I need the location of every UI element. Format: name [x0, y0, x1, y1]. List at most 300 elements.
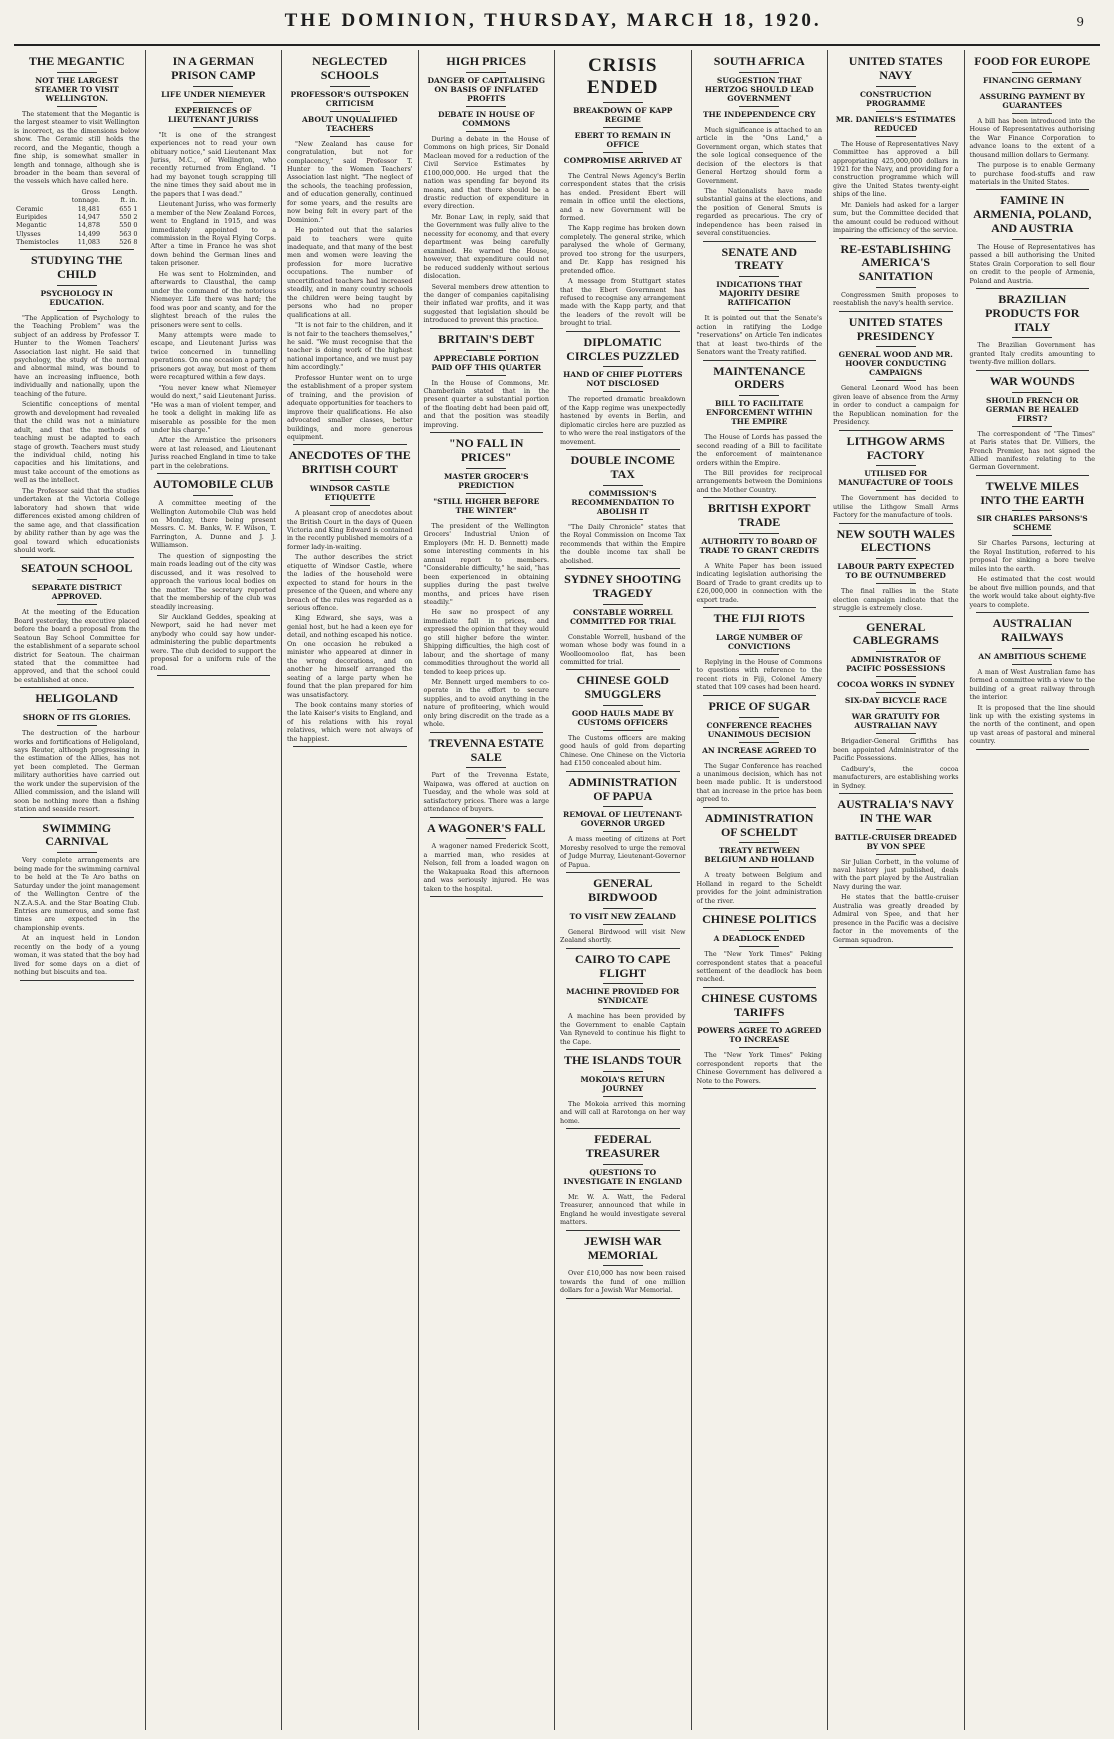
paragraph: Part of the Trevenna Estate, Waipawa, was offered at auction on Tuesday, and the whole was sold at satisfactory prices. There was a large attendance of buyers. — [423, 771, 549, 814]
article-rule — [430, 432, 544, 433]
divider — [330, 111, 370, 112]
article-subheading: HAND OF CHIEF PLOTTERS NOT DISCLOSED — [563, 370, 683, 389]
article-rule — [566, 568, 680, 569]
article-subheading: MASTER GROCER'S PREDICTION — [444, 471, 529, 490]
article-headline: BRITISH EXPORT TRADE — [707, 501, 811, 530]
article — [14, 822, 140, 981]
article — [560, 573, 686, 670]
divider — [876, 676, 916, 677]
article-rule — [703, 908, 817, 909]
column-6 — [692, 50, 829, 1730]
column-3 — [282, 50, 419, 1730]
article — [833, 798, 959, 948]
paragraph: The final rallies in the State election campaign indicate that the struggle is extremely close. — [833, 587, 959, 613]
article-subheading: DANGER OF CAPITALISING ON BASIS OF INFLATED PROFITS — [427, 75, 545, 103]
article-subheading: LARGE NUMBER OF CONVICTIONS — [715, 632, 803, 651]
article — [970, 293, 1096, 371]
paragraph: The president of the Wellington Grocers' Industrial Union of Employers (Mr. H. D. Bennett) made some interesting comments in his annual report to members. "Considerable difficulty," he said, "has been experienced in obtaining supplies during the past twelve months, and prices have risen steadily." — [423, 521, 549, 606]
divider — [876, 854, 916, 855]
table-header-row — [14, 188, 140, 205]
article-headline: SWIMMING CARNIVAL — [42, 820, 112, 849]
article-rule — [703, 695, 817, 696]
article-subheading: MR. DANIELS'S ESTIMATES REDUCED — [835, 114, 956, 133]
divider — [1012, 392, 1052, 393]
article-subheading: THE INDEPENDENCE CRY — [703, 109, 816, 119]
article — [560, 877, 686, 949]
paragraph: Sir Julian Corbett, in the volume of naval history just published, deals with the part played by the Australian Navy during the war. — [833, 857, 959, 891]
article — [970, 375, 1096, 476]
article-rule — [293, 444, 407, 445]
divider — [466, 838, 506, 839]
divider — [57, 709, 97, 710]
divider — [603, 1164, 643, 1165]
article-body — [560, 633, 686, 667]
article-body — [14, 729, 140, 814]
paragraph: The House of Lords has passed the second reading of a Bill to facilitate the enforcement of maintenance orders within the Empire. — [696, 433, 822, 467]
article-subheading: WAR GRATUITY FOR AUSTRALIAN NAVY — [851, 712, 940, 731]
divider — [739, 654, 779, 655]
paragraph: The Professor said that the studies undertaken at the Victoria College laboratory had shown that wide differences existed among children of the same age, and that classification by ability rather than by age was the goal toward which educationists should work. — [14, 486, 140, 554]
divider — [603, 831, 643, 832]
article-body — [833, 291, 959, 308]
article — [14, 254, 140, 558]
article-body — [151, 131, 277, 471]
article-body — [560, 172, 686, 328]
article-headline: NEW SOUTH WALES ELECTIONS — [836, 526, 955, 555]
column-8 — [965, 50, 1101, 1730]
article-rule — [703, 1088, 817, 1089]
article-rule — [566, 872, 680, 873]
divider — [603, 1071, 643, 1072]
article-subheading: CONSTRUCTION PROGRAMME — [859, 89, 932, 108]
article — [833, 435, 959, 524]
paragraph: General Birdwood will visit New Zealand shortly. — [560, 927, 686, 945]
article-subheading: PROFESSOR'S OUTSPOKEN CRITICISM — [290, 89, 410, 108]
table-cell: Ceramic — [16, 204, 44, 213]
paragraph: Mr. Daniels had asked for a larger sum, but the Committee decided that the amount could be reduced without impairing the efficiency of the service. — [833, 200, 959, 235]
article — [697, 913, 823, 988]
divider — [603, 152, 643, 153]
paragraph: He was sent to Holzminden, and afterwards to Clausthal, the camp under the command of the notorious Niemeyer. Life there was hard; the food was poor and scanty, and for the slightest breach of the rules the prisoners were sent to cells. — [150, 269, 276, 329]
article-headline: TWELVE MILES INTO THE EARTH — [980, 478, 1085, 507]
article-headline: SEATOUN SCHOOL — [21, 561, 133, 576]
article-subheading: DEBATE IN HOUSE OF COMMONS — [437, 109, 535, 128]
article-headline: FOOD FOR EUROPE — [974, 54, 1091, 68]
article-subheading: NOT THE LARGEST STEAMER TO VISIT WELLINGTON. — [34, 75, 119, 103]
article-headline: ADMINISTRATION OF SCHELDT — [705, 810, 814, 839]
article-rule — [703, 607, 817, 608]
table-cell: 14,499 — [77, 229, 101, 238]
paragraph: A machine has been provided by the Government to enable Captain Van Ryneveld to continue his flight to the Cape. — [560, 1012, 686, 1046]
paragraph: Professor Hunter went on to urge the establishment of a proper system of training, and the provision of adequate opportunities for teachers to improve their qualifications. He also advocated smaller classes, better buildings, and more generous equipment. — [287, 373, 413, 441]
article-headline: SENATE AND TREATY — [721, 244, 797, 273]
paragraph: The House of Representatives Navy Committee has approved a bill appropriating 425,000,000 dollars in 1921 for the Navy, and providing for a construction programme which will give the United States twenty-eight ships of the line. — [833, 139, 959, 199]
article-subheading: AN INCREASE AGREED TO — [702, 745, 817, 755]
article-headline: ANECDOTES OF THE BRITISH COURT — [288, 448, 411, 477]
article-subheading: BATTLE-CRUISER DREADED BY VON SPEE — [834, 832, 957, 851]
article-subheading: POWERS AGREE TO AGREED TO INCREASE — [697, 1026, 822, 1045]
article-body — [697, 433, 823, 494]
divider — [739, 122, 779, 123]
divider — [466, 350, 506, 351]
divider — [1012, 426, 1052, 427]
paragraph: The book contains many stories of the late Kaiser's visits to England, and of his relations with his royal relatives, which were not always of the happiest. — [287, 701, 413, 743]
divider — [603, 1265, 643, 1266]
divider — [876, 287, 916, 288]
paragraph: Brigadier-General Griffiths has been appointed Administrator of the Pacific Possessions. — [833, 737, 959, 763]
divider — [603, 485, 643, 486]
article-body — [697, 314, 823, 356]
paragraph: Mr. W. A. Watt, the Federal Treasurer, announced that while in England he would investigate several matters. — [560, 1192, 686, 1227]
article-subheading: BILL TO FACILITATE ENFORCEMENT WITHIN THE EMPIRE — [706, 399, 813, 427]
article-body — [697, 562, 823, 604]
article-rule — [703, 987, 817, 988]
article-rule — [20, 817, 134, 818]
article-body — [14, 608, 140, 684]
article-headline: BRAZILIAN PRODUCTS FOR ITALY — [985, 292, 1080, 334]
article-headline: A WAGONER'S FALL — [427, 820, 546, 835]
article-subheading: ASSURING PAYMENT BY GUARANTEES — [979, 91, 1085, 110]
divider — [739, 946, 779, 947]
article-body — [560, 835, 686, 869]
paragraph: A mass meeting of citizens at Port Moresby resolved to urge the removal of Judge Murray, Lieutenant-Governor of Papua. — [560, 835, 686, 869]
paragraph: The Sugar Conference has reached a unanimous decision, which has not been made public. It is understood that an increase in the price has been agreed to. — [696, 761, 822, 804]
article-rule — [20, 687, 134, 688]
divider — [1012, 535, 1052, 536]
article-headline: STUDYING THE CHILD — [31, 253, 123, 281]
column-2 — [146, 50, 283, 1730]
article-subheading: GENERAL WOOD AND MR. HOOVER CONDUCTING CAMPAIGNS — [838, 350, 953, 378]
table-cell: 526 8 — [119, 237, 138, 246]
table-cell: 550 2 — [119, 212, 138, 221]
divider — [603, 604, 643, 605]
article-headline: MAINTENANCE ORDERS — [713, 363, 806, 392]
article-subheading: GOOD HAULS MADE BY CUSTOMS OFFICERS — [571, 709, 674, 728]
table-row — [14, 213, 140, 221]
article-rule — [566, 1128, 680, 1129]
article-subheading: REMOVAL OF LIEUTENANT-GOVERNOR URGED — [563, 810, 683, 829]
divider — [739, 842, 779, 843]
paragraph: He estimated that the cost would be about five million pounds, and that the work would take about eighty-five years to complete. — [969, 575, 1095, 609]
paragraph: The House of Representatives has passed a bill authorising the United States Grain Corporation to sell flour on credit to the people of Armenia, Poland and Austria. — [969, 242, 1095, 285]
article-body — [970, 430, 1096, 472]
divider — [876, 86, 916, 87]
divider — [57, 310, 97, 311]
divider — [330, 480, 370, 481]
paragraph: "It is one of the strangest experiences not to read your own obituary notice," said Lieutenant Max Juriss, M.C., of Wellington, who recently returned from England. "I had my bayonet tough scrapping till the nine times they said about me in the papers that I was dead." — [150, 130, 276, 198]
article-body — [970, 668, 1096, 746]
article-subheading: "STILL HIGHER BEFORE THE WINTER" — [433, 496, 540, 515]
article-headline: ADMINISTRATION OF PAPUA — [568, 774, 677, 803]
paragraph: The author describes the strict etiquette of Windsor Castle, where the ladies of the household were expected to stand for hours in the presence of the Queen, and where any breach of the rules was regarded as a serious offence. — [287, 553, 413, 613]
article-rule — [430, 817, 544, 818]
paragraph: A White Paper has been issued indicating legislation authorising the Board of Trade to grant credits up to £26,000,000 in connection with the export trade. — [696, 561, 822, 604]
article-rule — [976, 189, 1090, 190]
table-header-cell: Gross tonnage. — [71, 187, 101, 205]
article-body — [833, 494, 959, 519]
article-headline: CAIRO TO CAPE FLIGHT — [574, 951, 671, 980]
article-headline: CHINESE POLITICS — [702, 912, 817, 927]
paragraph: At the meeting of the Education Board yesterday, the executive placed before the board a proposal from the Seatoun Bay School Committee for the establishment of a separate school district for Seatoun. The chairman stated that the committee had approved, and that the school could be established at once. — [14, 608, 140, 684]
article-subheading: TO VISIT NEW ZEALAND — [569, 911, 676, 921]
article-subheading: QUESTIONS TO INVESTIGATE IN ENGLAND — [563, 1167, 683, 1186]
divider — [1012, 113, 1052, 114]
article-subheading: EXPERIENCES OF LIEUTENANT JURISS — [167, 105, 259, 124]
article-headline: DOUBLE INCOME TAX — [570, 453, 675, 481]
divider — [57, 106, 97, 107]
paragraph: "The Daily Chronicle" states that the Royal Commission on Income Tax recommends that within the Empire the double income tax shall be abolished. — [560, 522, 686, 565]
paragraph: Constable Worrell, husband of the woman whose body was found in a Woolloomooloo flat, has been committed for trial. — [560, 632, 686, 666]
paragraph: The "New York Times" Peking correspondent reports that the Chinese Government has delivered a Note to the Powers. — [696, 1051, 822, 1085]
paragraph: The Customs officers are making good hauls of gold from departing Chinese. One Chinese on the Victoria had £150 concealed about him. — [560, 734, 686, 768]
article-body — [14, 314, 140, 555]
divider — [739, 1022, 779, 1023]
divider — [603, 908, 643, 909]
article — [560, 1235, 686, 1299]
divider — [876, 558, 916, 559]
article — [970, 55, 1096, 190]
article-rule — [20, 557, 134, 558]
article-body — [560, 928, 686, 945]
divider — [739, 867, 779, 868]
article-headline: IN A GERMAN PRISON CAMP — [171, 54, 256, 82]
article-rule — [566, 1230, 680, 1231]
article-body — [697, 762, 823, 804]
divider — [603, 983, 643, 984]
article-subheading: AN AMBITIOUS SCHEME — [978, 651, 1087, 661]
table-cell: 14,947 — [77, 212, 101, 221]
divider — [739, 276, 779, 277]
article-rule — [976, 612, 1090, 613]
paragraph: The statement that the Megantic is the largest steamer to visit Wellington is incorrect, as the dimensions below show. The Ceramic still holds the record, and the Megantic, though a fine ship, is somewhat smaller in length and tonnage, although she is broader in the beam than several of the vessels which have called here. — [14, 109, 140, 186]
table-cell: 550 0 — [119, 221, 138, 230]
divider — [876, 136, 916, 137]
article-headline: THE MEGANTIC — [28, 54, 125, 68]
divider — [876, 733, 916, 734]
divider — [466, 493, 506, 494]
article-subheading: MOKOIA'S RETURN JOURNEY — [580, 1074, 665, 1093]
article-rule — [839, 616, 953, 617]
article — [14, 55, 140, 250]
article — [833, 621, 959, 794]
divider — [466, 131, 506, 132]
divider — [739, 558, 779, 559]
article-rule — [976, 475, 1090, 476]
paragraph: "It is not fair to the children, and it is not fair to the teachers themselves," he said. "We must recognise that the teacher is doing work of the highest national importance, and we must pay him accordingly." — [287, 321, 413, 372]
table-cell: Ulysses — [16, 229, 41, 238]
article-subheading: COCOA WORKS IN SYDNEY — [837, 680, 955, 690]
paragraph: Many attempts were made to escape, and Lieutenant Juriss was twice concerned in tunnelling operations. On one occasion a party of prisoners got away, but most of them were recaptured within a few days. — [150, 331, 276, 382]
article-subheading: SIR CHARLES PARSONS'S SCHEME — [976, 514, 1088, 533]
article-body — [833, 737, 959, 790]
article-body — [970, 341, 1096, 366]
article-body — [560, 1012, 686, 1046]
article — [287, 55, 413, 445]
table-cell: Themistocles — [16, 237, 59, 246]
article — [560, 776, 686, 873]
article — [287, 449, 413, 747]
paragraph: A treaty between Belgium and Holland in regard to the Scheldt provides for the joint administration of the river. — [696, 871, 822, 905]
article — [560, 454, 686, 569]
article — [151, 478, 277, 676]
paragraph: A message from Stuttgart states that the Ebert Government has refused to recognise any arrangement made with the Kapp party, and that the leaders of the revolt will be brought to trial. — [560, 277, 686, 328]
divider — [876, 111, 916, 112]
table-row — [14, 221, 140, 229]
divider — [57, 285, 97, 286]
article-subheading: A DEADLOCK ENDED — [713, 934, 805, 944]
paragraph: The Bill provides for reciprocal arrangements between the Dominions and the Mother Country. — [696, 468, 822, 494]
paragraph: "You never knew what Niemeyer would do next," said Lieutenant Juriss. "He was a man of violent temper, and he took a delight in making life as miserable as possible for the men under his charge." — [150, 383, 276, 434]
divider — [466, 767, 506, 768]
article-subheading: CONFERENCE REACHES UNANIMOUS DECISION — [706, 720, 812, 739]
paragraph: Very complete arrangements are being made for the swimming carnival to be held at the Te Aro baths on Saturday under the joint management of the Wellington Centre of the N.Z.A.S.A. and the Star Boating Club. Entries are numerous, and some fast times are expected in the championship events. — [14, 856, 140, 932]
divider — [876, 346, 916, 347]
divider — [739, 429, 779, 430]
paragraph: The reported dramatic breakdown of the Kapp regime was unexpectedly hastened by events in Berlin, and diplomatic circles here are puzzled as to who were the real instigators of the movement. — [560, 395, 686, 446]
paragraph: A wagoner named Frederick Scott, a married man, who resides at Nelson, fell from a loaded wagon on the Wakapuaka Road this afternoon and was seriously injured. He was taken to the hospital. — [423, 842, 549, 893]
divider — [1012, 72, 1052, 73]
divider — [330, 505, 370, 506]
article-rule — [430, 732, 544, 733]
article-headline: THE FIJI RIOTS — [713, 611, 805, 626]
article-headline: PRICE OF SUGAR — [708, 698, 811, 713]
article-headline: FEDERAL TREASURER — [585, 1132, 660, 1161]
article-body — [424, 842, 550, 893]
article — [697, 812, 823, 909]
article — [560, 1133, 686, 1230]
paragraph: In the House of Commons, Mr. Chamberlain stated that in the present quarter a substantial portion of the floating debt had been paid off, and that the position was steadily improving. — [423, 378, 549, 429]
article-headline: GENERAL CABLEGRAMS — [852, 619, 939, 648]
article-body — [560, 1193, 686, 1227]
tonnage-table — [14, 188, 140, 246]
article — [424, 333, 550, 434]
article-headline: DIPLOMATIC CIRCLES PUZZLED — [566, 334, 680, 363]
article-headline: SOUTH AFRICA — [713, 54, 805, 68]
article-headline: CHINESE GOLD SMUGGLERS — [576, 673, 669, 702]
divider — [57, 72, 97, 73]
paragraph: At an inquest held in London recently on the body of a young woman, it was stated that the boy had lived for some days on a diet of nothing but biscuits and tea. — [14, 934, 140, 977]
article-headline: FAMINE IN ARMENIA, POLAND, AND AUSTRIA — [973, 193, 1092, 236]
article-subheading: COMPROMISE ARRIVED AT — [563, 155, 682, 165]
article-body — [697, 871, 823, 905]
divider — [739, 106, 779, 107]
divider — [739, 930, 779, 931]
article-subheading: FINANCING GERMANY — [983, 75, 1082, 85]
table-row — [14, 205, 140, 213]
article-headline: JEWISH WAR MEMORIAL — [584, 1233, 662, 1262]
article — [833, 243, 959, 312]
article-rule — [703, 360, 817, 361]
article-headline: HIGH PRICES — [446, 54, 527, 68]
article-subheading: CONSTABLE WORRELL COMMITTED FOR TRIAL — [570, 607, 676, 626]
divider — [739, 1047, 779, 1048]
article — [970, 617, 1096, 750]
article-body — [833, 384, 959, 426]
divider — [1012, 88, 1052, 89]
article-subheading: INDICATIONS THAT MAJORITY DESIRE RATIFICATION — [716, 280, 803, 308]
paragraph: Sir Charles Parsons, lecturing at the Royal Institution, referred to his proposal for sinking a bore twelve miles into the earth. — [969, 539, 1095, 573]
article-rule — [839, 947, 953, 948]
article-headline: NEGLECTED SCHOOLS — [312, 54, 388, 82]
article-body — [424, 771, 550, 813]
article-rule — [839, 430, 953, 431]
article-rule — [976, 288, 1090, 289]
article-rule — [703, 497, 817, 498]
article-headline: AUSTRALIAN RAILWAYS — [992, 616, 1072, 644]
article — [833, 528, 959, 617]
divider — [193, 495, 233, 496]
paragraph: Several members drew attention to the danger of companies capitalising their inflated war profits, and it was suggested that legislation should be introduced to prevent this practice. — [423, 282, 549, 325]
article-headline: SYDNEY SHOOTING TRAGEDY — [564, 572, 682, 600]
article-rule — [566, 771, 680, 772]
table-header-cell: Length. ft. in. — [112, 187, 138, 205]
article — [151, 55, 277, 474]
paragraph: He states that the battle-cruiser Australia was greatly dreaded by Admiral von Spee, and that her presence in the Pacific was a decisive factor in the movements of the German squadron. — [833, 893, 959, 944]
article-subheading: PSYCHOLOGY IN EDUCATION. — [40, 288, 113, 307]
article — [970, 480, 1096, 613]
divider — [739, 395, 779, 396]
article — [560, 1054, 686, 1129]
divider — [603, 519, 643, 520]
article-body — [287, 509, 413, 743]
divider — [330, 136, 370, 137]
paragraph: King Edward, she says, was a genial host, but he had a keen eye for detail, and nothing escaped his notice. On one occasion he rebuked a minister who appeared at dinner in the wrong decorations, and on another he himself arranged the seating of a large party when he found that the plan prepared for him was unsatisfactory. — [287, 614, 413, 699]
divider — [603, 366, 643, 367]
page-number: 9 — [1076, 15, 1084, 29]
divider — [876, 490, 916, 491]
article-subheading: SUGGESTION THAT HERTZOG SHOULD LEAD GOVERNMENT — [704, 75, 814, 103]
divider — [193, 86, 233, 87]
article-body — [424, 379, 550, 430]
article — [424, 822, 550, 898]
paragraph: Lieutenant Juriss, who was formerly a member of the New Zealand Forces, went to England in 1915, and was immediately appointed to a commission in the Royal Flying Corps. After a time in France he was shot down behind the German lines and taken prisoner. — [150, 200, 276, 268]
table-cell: 563 0 — [119, 229, 138, 238]
article-headline: TREVENNA ESTATE SALE — [428, 735, 544, 764]
article-body — [697, 1051, 823, 1085]
article-rule — [566, 948, 680, 949]
article-headline: THE ISLANDS TOUR — [563, 1053, 682, 1068]
divider — [876, 708, 916, 709]
divider — [603, 1008, 643, 1009]
table-cell: Megantic — [16, 221, 47, 230]
article-rule — [20, 249, 134, 250]
article — [560, 674, 686, 771]
article-rule — [703, 241, 817, 242]
paragraph: The correspondent of "The Times" at Paris states that Dr. Villiers, the French Premier, has not signed the Allied manifesto relating to the German Government. — [969, 429, 1095, 472]
divider — [603, 168, 643, 169]
divider — [466, 72, 506, 73]
article-body — [833, 140, 959, 235]
article-body — [970, 117, 1096, 187]
article-headline: CHINESE CUSTOMS TARIFFS — [701, 990, 818, 1019]
divider — [1012, 337, 1052, 338]
divider — [739, 310, 779, 311]
divider — [603, 127, 643, 128]
divider — [603, 924, 643, 925]
table-row — [14, 230, 140, 238]
divider — [466, 518, 506, 519]
article — [697, 502, 823, 608]
table-cell: 14,878 — [77, 221, 101, 230]
article-body — [560, 523, 686, 565]
article-rule — [157, 675, 271, 676]
article-subheading: LABOUR PARTY EXPECTED TO BE OUTNUMBERED — [837, 562, 955, 581]
divider — [193, 102, 233, 103]
divider — [603, 806, 643, 807]
divider — [466, 375, 506, 376]
article-headline: LITHGOW ARMS FACTORY — [846, 433, 945, 462]
article-rule — [566, 1298, 680, 1299]
